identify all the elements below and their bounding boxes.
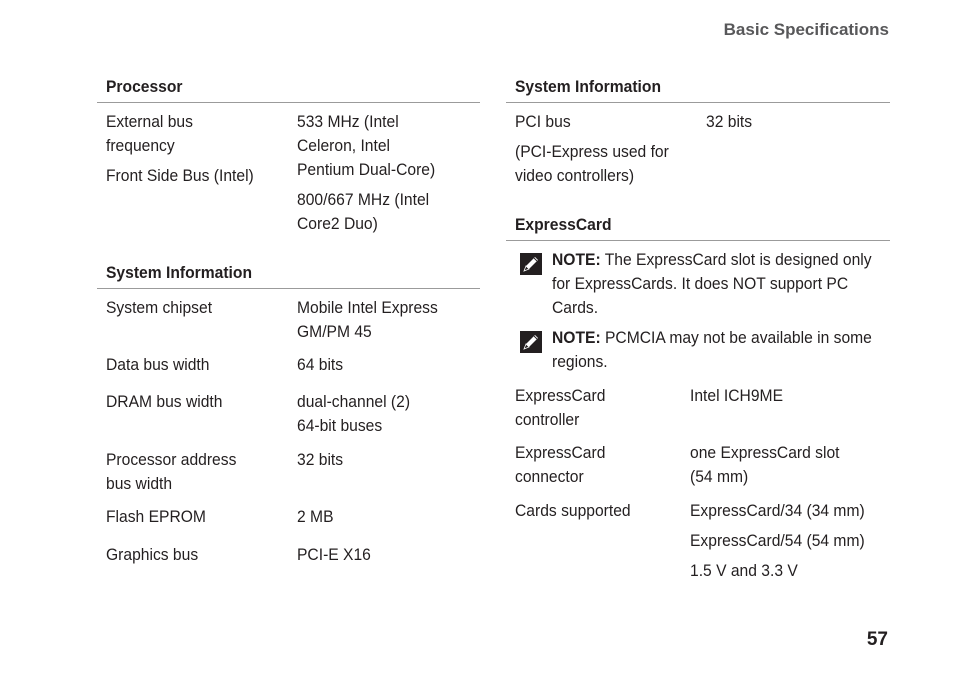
spec-label: ExpressCard connector bbox=[515, 443, 606, 486]
spec-value: Intel ICH9ME bbox=[690, 386, 784, 405]
note-prefix: NOTE: bbox=[552, 250, 601, 269]
spec-value: ExpressCard/34 (34 mm) bbox=[690, 501, 865, 520]
section-title-system-information: System Information bbox=[106, 263, 253, 282]
spec-label: System chipset bbox=[106, 298, 213, 317]
note-expresscard-slot bbox=[552, 248, 874, 320]
spec-value: 533 MHz (Intel Celeron, Intel Pentium Dual-Core) bbox=[297, 112, 436, 179]
spec-value: dual-channel (2) 64-bit buses bbox=[297, 392, 411, 435]
spec-value: 32 bits bbox=[297, 450, 344, 469]
section-title-expresscard: ExpressCard bbox=[515, 215, 612, 234]
note-prefix: NOTE: bbox=[552, 328, 601, 347]
spec-label: Cards supported bbox=[515, 501, 631, 520]
spec-value: 2 MB bbox=[297, 507, 334, 526]
section-title-processor: Processor bbox=[106, 77, 183, 96]
spec-label: Graphics bus bbox=[106, 545, 199, 564]
section-divider bbox=[506, 240, 890, 241]
section-divider bbox=[97, 102, 480, 103]
spec-label: (PCI-Express used for video controllers) bbox=[515, 142, 669, 185]
section-divider bbox=[506, 102, 890, 103]
spec-label: Front Side Bus (Intel) bbox=[106, 166, 254, 185]
page-header-title: Basic Specifications bbox=[723, 20, 889, 39]
spec-label: DRAM bus width bbox=[106, 392, 223, 411]
section-divider bbox=[97, 288, 480, 289]
spec-value: 32 bits bbox=[706, 112, 753, 131]
spec-label: Data bus width bbox=[106, 355, 210, 374]
spec-value: ExpressCard/54 (54 mm) bbox=[690, 531, 865, 550]
section-title-system-information-right: System Information bbox=[515, 77, 662, 96]
spec-value: Mobile Intel Express GM/PM 45 bbox=[297, 298, 438, 341]
note-text: The ExpressCard slot is designed only for ExpressCards. It does NOT support PC Cards. bbox=[552, 250, 872, 317]
note-pencil-icon bbox=[520, 253, 542, 275]
spec-label: Flash EPROM bbox=[106, 507, 206, 526]
spec-value: one ExpressCard slot (54 mm) bbox=[690, 443, 840, 486]
spec-value: 800/667 MHz (Intel Core2 Duo) bbox=[297, 190, 430, 233]
spec-value: 1.5 V and 3.3 V bbox=[690, 561, 798, 580]
note-pcmcia bbox=[552, 326, 874, 374]
spec-label: PCI bus bbox=[515, 112, 571, 131]
note-pencil-icon bbox=[520, 331, 542, 353]
spec-label: ExpressCard controller bbox=[515, 386, 606, 429]
spec-label: External bus frequency bbox=[106, 112, 193, 155]
spec-label: Processor address bus width bbox=[106, 450, 237, 493]
spec-value: 64 bits bbox=[297, 355, 344, 374]
page-number: 57 bbox=[866, 629, 888, 650]
spec-value: PCI-E X16 bbox=[297, 545, 371, 564]
note-text: PCMCIA may not be available in some regions. bbox=[552, 328, 872, 371]
